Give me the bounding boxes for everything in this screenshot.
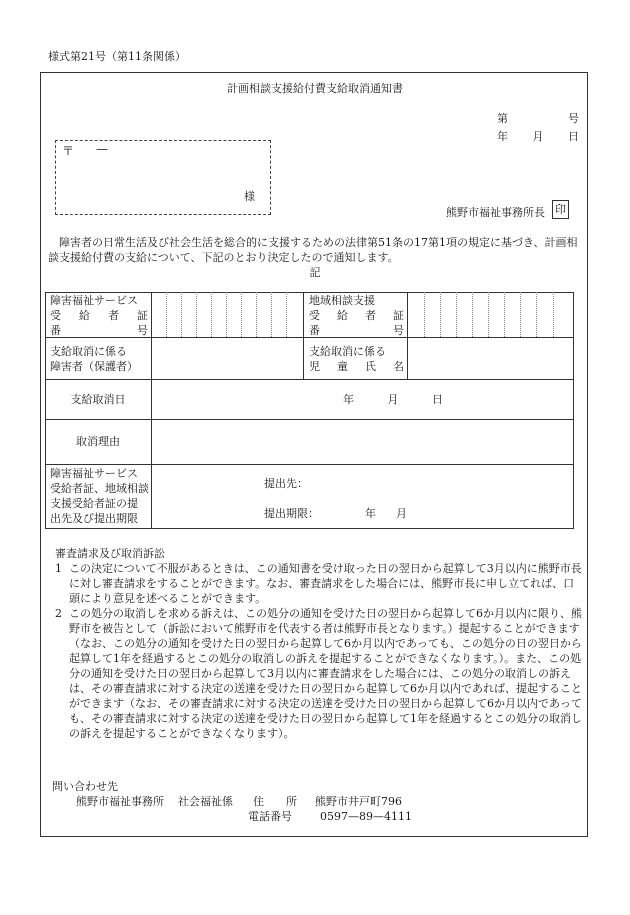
table-row-line: [45, 464, 574, 465]
digit-divider: [472, 292, 473, 337]
ki-heading: 記: [309, 266, 321, 279]
table-border-bottom: [45, 528, 574, 529]
table-col-line: [151, 292, 152, 529]
contact-office-row: [52, 794, 412, 809]
notice-number: [497, 110, 579, 126]
table-col-line: [407, 292, 408, 379]
label-line: 支援受給者証の提: [50, 497, 138, 510]
label-line: [309, 308, 404, 323]
person-label: [50, 344, 148, 374]
label-char: 号: [393, 324, 404, 337]
label-char: 童: [337, 360, 348, 373]
cancel-date-label: 支給取消日: [70, 393, 126, 406]
digit-divider: [271, 292, 272, 337]
label-line: 地域相談支援: [309, 294, 375, 307]
form-id: 様式第21号（第11条関係）: [48, 50, 186, 63]
digit-divider: [504, 292, 505, 337]
table-row-line: [45, 419, 574, 420]
digit-divider: [241, 292, 242, 337]
label-char: 児: [309, 360, 320, 373]
digit-divider: [286, 292, 287, 337]
info-table: [45, 292, 574, 529]
submit-deadline-label: 提出期限：: [264, 507, 319, 520]
table-border-left: [45, 292, 46, 529]
postal-dash: —: [96, 142, 108, 156]
digit-divider: [226, 292, 227, 337]
label-line: 支給取消に係る: [309, 345, 386, 358]
digit-divider: [536, 292, 537, 337]
recipient-honorific: 様: [244, 190, 255, 203]
label-char: 給: [337, 309, 348, 322]
table-row-line: [45, 379, 574, 380]
label-line: [309, 359, 404, 374]
label-char: 者: [108, 309, 119, 322]
digit-divider: [256, 292, 257, 337]
label-char: 給: [79, 309, 90, 322]
cancel-date-year: 年: [343, 393, 354, 406]
date-day: 日: [568, 130, 579, 143]
date-month: 月: [532, 130, 544, 143]
label-line: 障害福祉サービス: [50, 294, 138, 307]
number-label: 第: [497, 112, 508, 125]
contact-section: 社会福祉係: [178, 795, 233, 808]
issuer-name: 熊野市福祉事務所長: [446, 206, 545, 219]
label-line: 障害福祉サービス: [50, 467, 138, 480]
label-line: 障害者（保護者）: [50, 360, 138, 373]
digit-divider: [424, 292, 425, 337]
note-item: [55, 561, 585, 606]
note-number: 2: [55, 607, 62, 620]
label-line: 受給者証、地域相談: [50, 482, 149, 495]
seal-box: 印: [552, 200, 569, 219]
date-year: 年: [497, 130, 508, 143]
digit-divider: [196, 292, 197, 337]
child-label: [309, 344, 404, 374]
label-char: 証: [137, 309, 148, 322]
document-title: 計画相談支援給付費支給取消通知書: [227, 82, 403, 95]
submit-to-label: 提出先：: [264, 477, 308, 490]
area-cert-label: [309, 293, 404, 338]
table-col-line: [303, 292, 304, 379]
contact-phone-label: 電話番号: [248, 810, 292, 823]
submit-year: 年: [365, 507, 376, 520]
label-line: 支給取消に係る: [50, 345, 127, 358]
intro-paragraph: 障害者の日常生活及び社会生活を総合的に支援するための法律第51条の17第1項の規定に基づき、計画相談支援給付費の支給について、下記のとおり決定したので通知します。: [48, 236, 578, 264]
digit-divider: [181, 292, 182, 337]
digit-divider: [166, 292, 167, 337]
contact-address-label: 住 所: [253, 795, 297, 808]
cancel-date-day: 日: [432, 393, 443, 406]
label-char: 氏: [365, 360, 376, 373]
digit-divider: [456, 292, 457, 337]
digit-divider: [211, 292, 212, 337]
notice-date: [497, 128, 579, 144]
cancel-date-month: 月: [387, 393, 399, 406]
digit-divider: [440, 292, 441, 337]
cancel-date-fields: [343, 392, 443, 407]
appeal-notes: [55, 546, 585, 741]
label-char: 号: [137, 324, 148, 337]
contact-address: 熊野市井戸町796: [315, 795, 402, 808]
label-char: 証: [393, 309, 404, 322]
label-char: 番: [50, 324, 61, 337]
contact-block: [52, 779, 412, 824]
contact-heading: 問い合わせ先: [52, 780, 118, 793]
reason-label: 取消理由: [76, 435, 120, 448]
contact-office: 熊野市福祉事務所: [76, 795, 164, 808]
digit-divider: [520, 292, 521, 337]
label-line: [50, 323, 148, 338]
label-char: 者: [365, 309, 376, 322]
note-text: この決定について不服があるときは、この通知書を受け取った日の翌日から起算して3月以内に熊野市長に対し審査請求をすることができます。なお、審査請求をした場合には、熊野市長に申し立てれば、口頭により意見を述べることができます。: [69, 562, 582, 605]
label-char: 番: [309, 324, 320, 337]
notes-heading: 審査請求及び取消訴訟: [55, 547, 165, 560]
address-box[interactable]: [55, 140, 271, 215]
svc-cert-label: [50, 293, 148, 338]
cancel-date-value: [343, 392, 443, 407]
note-number: 1: [55, 562, 62, 575]
submit-month: 月: [396, 507, 407, 520]
label-line: [309, 323, 404, 338]
digit-divider: [488, 292, 489, 337]
note-item: [55, 606, 585, 741]
label-char: 受: [50, 309, 61, 322]
postal-mark: 〒: [62, 144, 75, 158]
label-char: 受: [309, 309, 320, 322]
note-text: この処分の取消しを求める訴えは、この処分の通知を受けた日の翌日から起算して6か月以内に限り、熊野市を被告として（訴訟において熊野市を代表する者は熊野市長となります。）提起することができます（なお、この処分の通知を受けた日の翌日から起算して6か月以内であっても、この処分の日の翌日から起算して1年を経過するとこの処分の取消しの訴えを提起することができなくなります。）。また、この処分の通知を受けた日の翌日から起算して3月以内に審査請求をした場合には、この処分の取消しの訴えは、その審査請求に対する決定の送達を受けた日の翌日から起算して6か月以内であれば、提起することができます（なお、その審査請求に対する決定の送達を受けた日の翌日から起算して6か月以内であっても、その審査請求に対する決定の送達を受けた日の翌日から起算して1年を経過するとこの処分の取消しの訴えを提起することができなくなります）。: [69, 607, 582, 740]
contact-phone: 0597—89—4111: [320, 810, 412, 823]
label-line: [50, 308, 148, 323]
digit-divider: [553, 292, 554, 337]
label-line: 出先及び提出期限: [50, 512, 138, 525]
submit-label: [50, 466, 150, 526]
table-border-right: [573, 292, 574, 529]
label-char: 名: [393, 360, 404, 373]
contact-phone-row: [52, 809, 412, 824]
number-suffix: 号: [568, 112, 579, 125]
